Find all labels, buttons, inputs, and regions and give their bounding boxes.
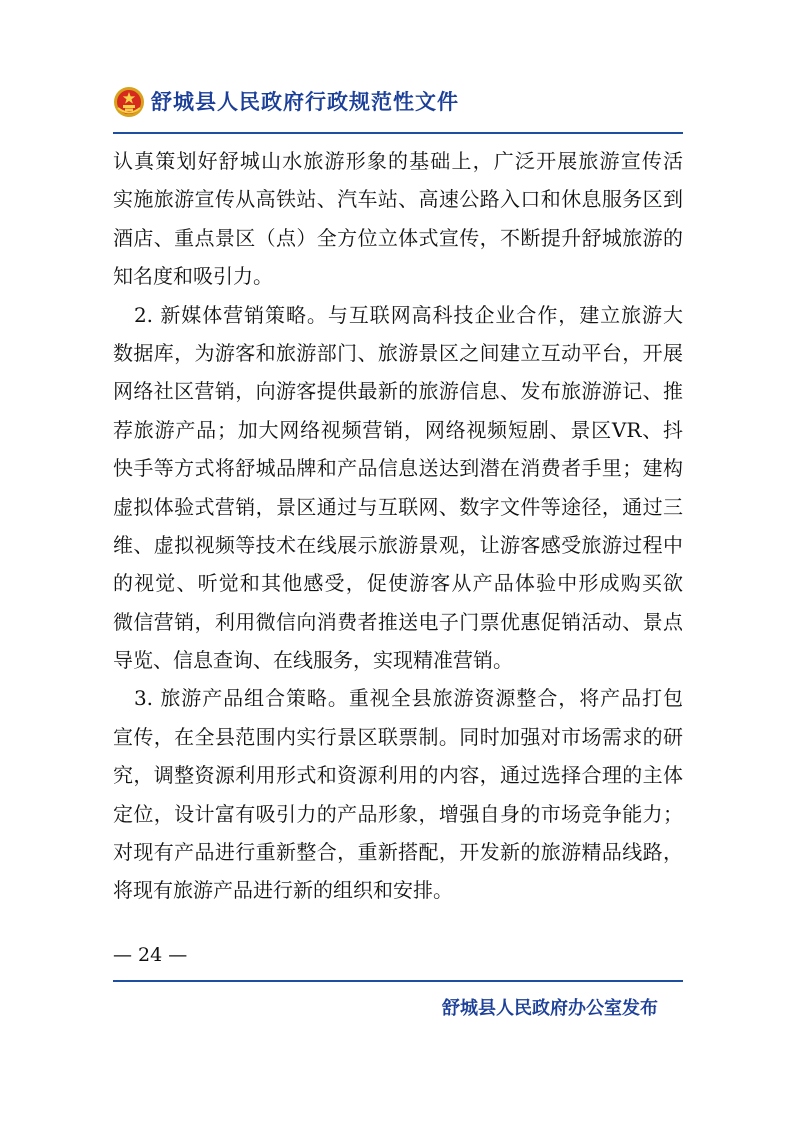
body-line: 维、虚拟视频等技术在线展示旅游景观，让游客感受旅游过程中: [113, 532, 683, 557]
body-line: 网络社区营销，向游客提供最新的旅游信息、发布旅游游记、推: [113, 379, 683, 404]
header-divider: [113, 132, 683, 134]
footer-publisher: 舒城县人民政府办公室发布: [442, 998, 658, 1019]
national-emblem-icon: [113, 86, 145, 118]
body-line: 将现有旅游产品进行新的组织和安排。: [113, 878, 453, 903]
body-line: 认真策划好舒城山水旅游形象的基础上，广泛开展旅游宣传活: [113, 149, 683, 173]
body-line: 宣传，在全县范围内实行景区联票制。同时加强对市场需求的研: [113, 724, 683, 749]
page-number: — 24 —: [113, 944, 188, 966]
body-line: 3. 旅游产品组合策略。重视全县旅游资源整合，将产品打包: [113, 686, 683, 711]
body-line: 的视觉、听觉和其他感受，促使游客从产品体验中形成购买欲: [113, 571, 683, 596]
body-line: 快手等方式将舒城品牌和产品信息送达到潜在消费者手里；建构: [113, 456, 683, 481]
body-line: 究，调整资源利用形式和资源利用的内容，通过选择合理的主体: [113, 763, 683, 788]
body-line: 2. 新媒体营销策略。与互联网高科技企业合作，建立旅游大: [113, 302, 683, 327]
body-line: 导览、信息查询、在线服务，实现精准营销。: [113, 648, 513, 673]
body-line: 虚拟体验式营销，景区通过与互联网、数字文件等途径，通过三: [113, 494, 683, 519]
footer-divider: [113, 980, 683, 982]
body-line: 知名度和吸引力。: [113, 264, 273, 289]
header-title: 舒城县人民政府行政规范性文件: [151, 89, 459, 114]
body-text: [113, 142, 683, 910]
body-line: 数据库，为游客和旅游部门、旅游景区之间建立互动平台，开展: [113, 340, 683, 365]
body-line: 酒店、重点景区（点）全方位立体式宣传，不断提升舒城旅游的: [113, 225, 683, 250]
body-line: 实施旅游宣传从高铁站、汽车站、高速公路入口和休息服务区到: [113, 187, 683, 212]
body-line: 对现有产品进行重新整合，重新搭配，开发新的旅游精品线路，: [113, 840, 683, 865]
document-header: [113, 84, 683, 128]
body-line: 定位，设计富有吸引力的产品形象，增强自身的市场竞争能力；: [113, 801, 683, 826]
body-line: 荐旅游产品；加大网络视频营销，网络视频短剧、景区VR、抖: [113, 417, 683, 442]
body-line: 微信营销，利用微信向消费者推送电子门票优惠促销活动、景点: [113, 609, 683, 634]
